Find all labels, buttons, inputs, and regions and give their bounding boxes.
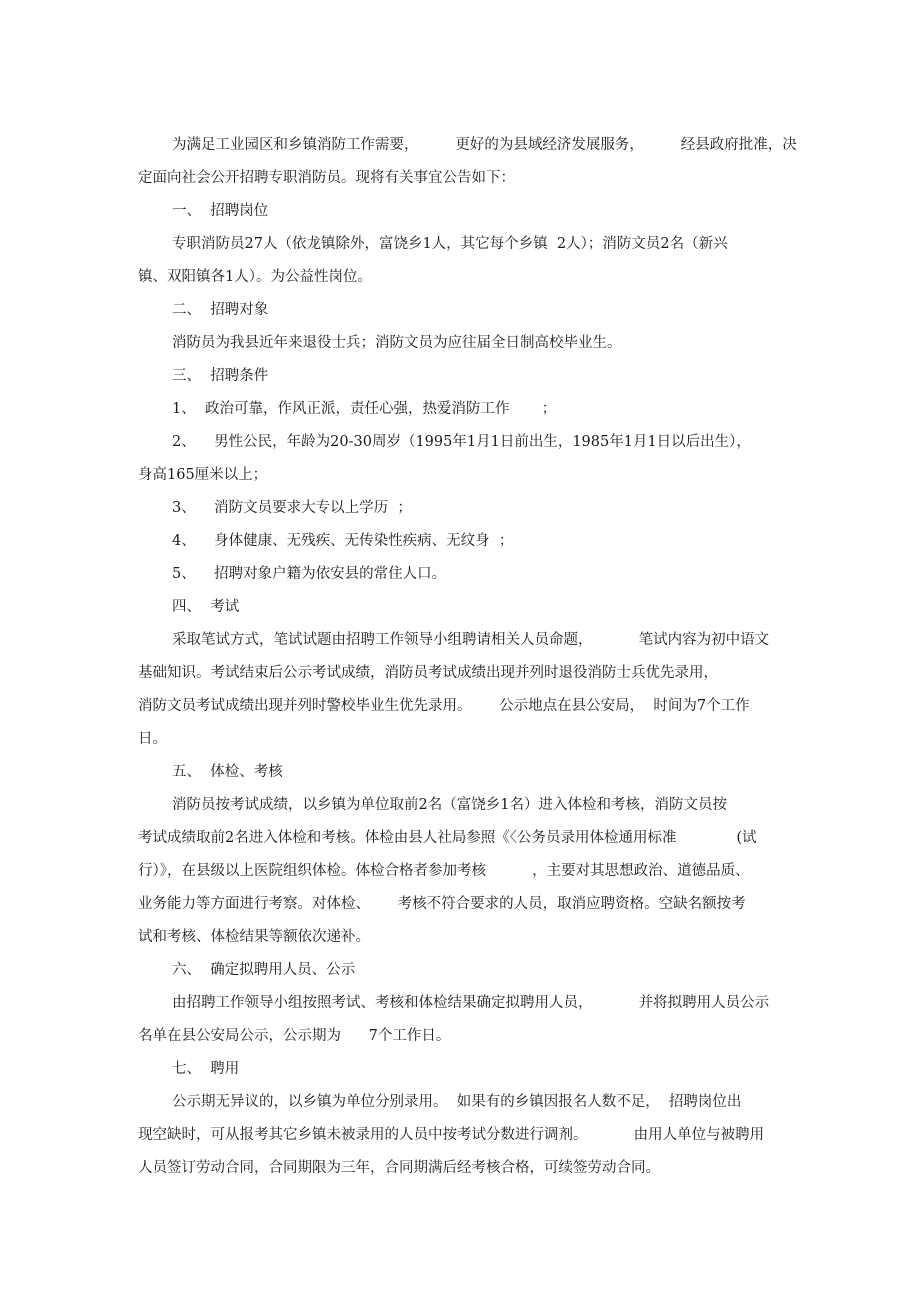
section-5-line-2: 考试成绩取前2名进入体检和考核。体检由县人社局参照《〈公务员录用体检通用标准 (试 xyxy=(138,830,757,846)
condition-item-5: 5、 招聘对象户籍为依安县的常住人口。 xyxy=(172,566,447,582)
section-7-line-1: 公示期无异议的，以乡镇为单位分别录用。 如果有的乡镇因报名人数不足， 招聘岗位出 xyxy=(172,1094,742,1110)
intro-line-1: 为满足工业园区和乡镇消防工作需要， 更好的为县域经济发展服务， 经县政府批准，决 xyxy=(172,137,797,153)
section-5-line-1: 消防员按考试成绩，以乡镇为单位取前2名（富饶乡1名）进入体检和考核，消防文员按 xyxy=(172,797,727,813)
section-5-line-4: 业务能力等方面进行考察。对体检、 考核不符合要求的人员，取消应聘资格。空缺名额按考 xyxy=(138,896,746,912)
section-5-line-5: 试和考核、体检结果等额依次递补。 xyxy=(138,929,370,945)
section-1-line-2: 镇、双阳镇各1人）。为公益性岗位。 xyxy=(138,269,372,285)
section-4-line-1: 采取笔试方式，笔试试题由招聘工作领导小组聘请相关人员命题， 笔试内容为初中语文 xyxy=(172,632,770,648)
section-6-heading: 六、 确定拟聘用人员、公示 xyxy=(172,962,356,978)
section-6-line-2: 名单在县公安局公示，公示期为 7个工作日。 xyxy=(138,1028,451,1044)
condition-item-2-cont: 身高165厘米以上； xyxy=(138,467,268,483)
section-2-heading: 二、 招聘对象 xyxy=(172,302,269,318)
section-1-line-1: 专职消防员27人（依龙镇除外，富饶乡1人，其它每个乡镇 2人）；消防文员2名（新兴 xyxy=(172,236,728,252)
section-4-line-4: 日。 xyxy=(138,731,167,747)
section-7-line-3: 人员签订劳动合同，合同期限为三年，合同期满后经考核合格，可续签劳动合同。 xyxy=(138,1160,660,1176)
section-4-line-2: 基础知识。考试结束后公示考试成绩，消防员考试成绩出现并列时退役消防士兵优先录用， xyxy=(138,665,718,681)
section-3-heading: 三、 招聘条件 xyxy=(172,368,269,384)
section-2-line-1: 消防员为我县近年来退役士兵；消防文员为应往届全日制高校毕业生。 xyxy=(172,335,622,351)
section-7-heading: 七、 聘用 xyxy=(172,1061,240,1077)
section-5-line-3: 行）》，在县级以上医院组织体检。体检合格者参加考核 ，主要对其思想政治、道德品质、 xyxy=(138,863,750,879)
section-5-heading: 五、 体检、考核 xyxy=(172,764,283,780)
section-7-line-2: 现空缺时，可从报考其它乡镇未被录用的人员中按考试分数进行调剂。 由用人单位与被聘用 xyxy=(138,1127,765,1143)
condition-item-3: 3、 消防文员要求大专以上学历 ； xyxy=(172,500,412,516)
section-1-heading: 一、 招聘岗位 xyxy=(172,203,269,219)
condition-item-2: 2、 男性公民，年龄为20-30周岁（1995年1月1日前出生，1985年1月1日以后出生）， xyxy=(172,434,751,450)
section-4-heading: 四、 考试 xyxy=(172,599,240,615)
section-4-line-3: 消防文员考试成绩出现并列时警校毕业生优先录用。 公示地点在县公安局， 时间为7个工作 xyxy=(138,698,750,714)
section-6-line-1: 由招聘工作领导小组按照考试、考核和体检结果确定拟聘用人员， 并将拟聘用人员公示 xyxy=(172,995,770,1011)
condition-item-1: 1、 政治可靠，作风正派，责任心强，热爱消防工作 ； xyxy=(172,401,557,417)
condition-item-4: 4、 身体健康、无残疾、无传染性疾病、无纹身 ； xyxy=(172,533,514,549)
intro-line-2: 定面向社会公开招聘专职消防员。现将有关事宜公告如下： xyxy=(138,170,515,186)
